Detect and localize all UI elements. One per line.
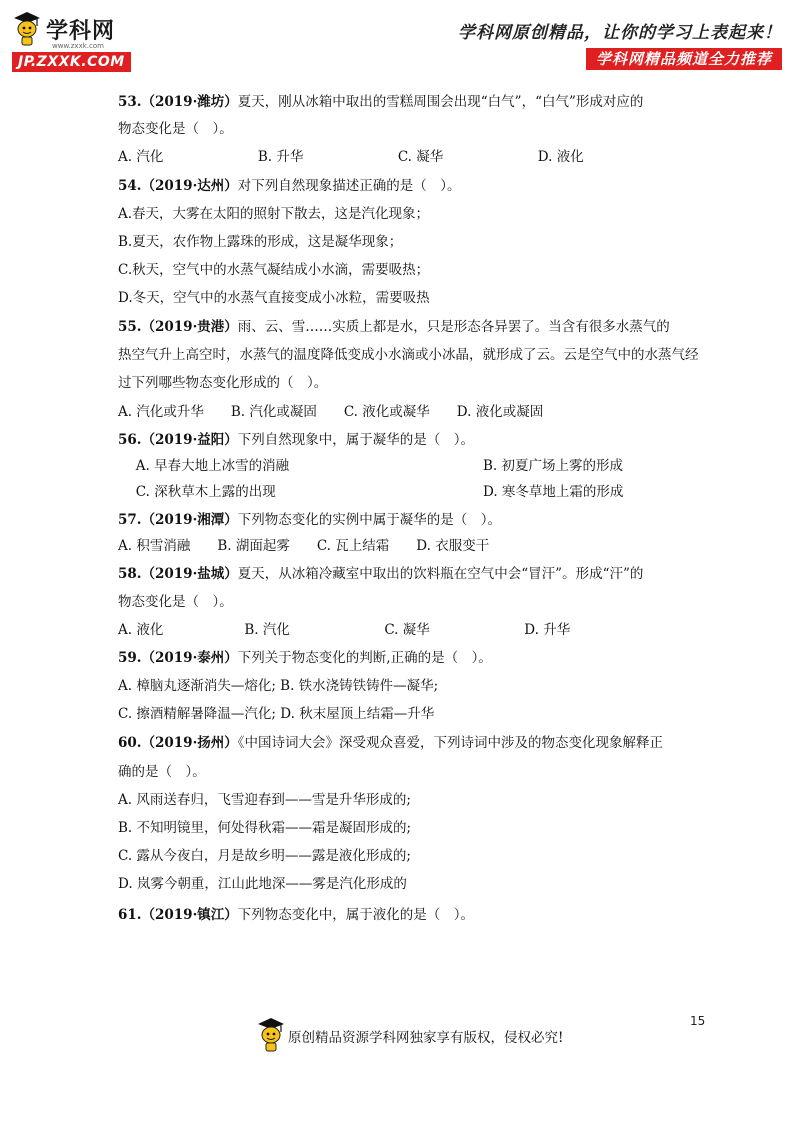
question-line <box>118 202 429 222</box>
question-source: （2019·潍坊） <box>141 94 238 110</box>
question-line <box>118 674 438 694</box>
question-header <box>118 646 492 666</box>
question-text: C.秋天，空气中的水蒸气凝结成小水滴，需要吸热； <box>118 262 430 278</box>
question-text: 过下列哪些物态变化形成的（ ）。 <box>118 375 328 391</box>
zxxk-logo[interactable] <box>12 8 160 74</box>
question-line <box>118 760 206 780</box>
question-number: 58. <box>118 566 142 582</box>
question-text: D.冬天，空气中的水蒸气直接变成小冰粒，需要吸热 <box>118 290 430 306</box>
question-text: A. 风雨送春归，飞雪迎春到——雪是升华形成的; <box>118 792 411 808</box>
question-line <box>118 844 411 864</box>
question-line <box>118 590 233 610</box>
question-number: 53. <box>118 94 142 110</box>
option-text: B. 初夏广场上雾的形成 <box>483 458 624 474</box>
question-line <box>118 788 411 808</box>
question-number: 59. <box>118 650 142 666</box>
page-header <box>0 0 800 80</box>
question-header <box>118 428 474 448</box>
question-source: （2019·湘潭） <box>141 512 238 528</box>
question-header <box>118 903 474 923</box>
question-header <box>118 174 461 194</box>
question-number: 57. <box>118 512 142 528</box>
question-line <box>118 816 411 836</box>
logo-url: www.zxxk.com <box>52 42 104 50</box>
question-line <box>118 480 624 500</box>
question-text: A. 早春大地上冰雪的消融 <box>118 458 290 474</box>
question-number: 61. <box>118 907 142 923</box>
question-text: A.春天，大雾在太阳的照射下散去，这是汽化现象； <box>118 206 430 222</box>
question-line <box>118 702 434 722</box>
question-line <box>118 343 699 363</box>
question-line <box>118 286 430 306</box>
question-text: 下列物态变化的实例中属于凝华的是（ ）。 <box>237 512 502 528</box>
page-number: 15 <box>690 1014 706 1028</box>
question-number: 60. <box>118 735 142 751</box>
copyright-notice: 原创精品资源学科网独家享有版权，侵权必究! <box>288 1030 564 1046</box>
question-text: 确的是（ ）。 <box>118 764 206 780</box>
question-line <box>118 371 327 391</box>
question-text: B. 不知明镜里，何处得秋霜——霜是凝固形成的; <box>118 820 412 836</box>
question-source: （2019·贵港） <box>141 319 238 335</box>
question-source: （2019·达州） <box>141 178 238 194</box>
question-text: A. 液化 B. 汽化 C. 凝华 D. 升华 <box>118 622 571 638</box>
option-text: D. 寒冬草地上霜的形成 <box>483 484 624 500</box>
question-line <box>118 230 402 250</box>
question-text: B.夏天，农作物上露珠的形成，这是凝华现象； <box>118 234 403 250</box>
question-line <box>118 145 584 165</box>
question-line <box>118 400 543 420</box>
question-text: A. 汽化或升华 B. 汽化或凝固 C. 液化或凝华 D. 液化或凝固 <box>118 404 544 420</box>
question-source: （2019·泰州） <box>141 650 238 666</box>
question-text: 夏天，刚从冰箱中取出的雪糕周围会出现“白气”，“白气”形成对应的 <box>237 94 644 110</box>
question-header <box>118 90 643 110</box>
question-text: A. 积雪消融 B. 湖面起雾 C. 瓦上结霜 D. 衣服变干 <box>118 538 490 554</box>
question-text: A. 樟脑丸逐渐消失—熔化; B. 铁水浇铸铁铸件—凝华; <box>118 678 439 694</box>
question-source: （2019·扬州） <box>141 735 238 751</box>
question-text: C. 深秋草木上露的出现 <box>118 484 276 500</box>
question-line <box>118 258 429 278</box>
question-line <box>118 618 570 638</box>
question-header <box>118 562 643 582</box>
question-text: 下列关于物态变化的判断,正确的是（ ）。 <box>237 650 492 666</box>
question-text: 物态变化是（ ）。 <box>118 121 233 137</box>
question-text: 下列物态变化中，属于液化的是（ ）。 <box>237 907 475 923</box>
question-line <box>118 454 624 474</box>
question-source: （2019·盐城） <box>141 566 238 582</box>
question-text: 《中国诗词大会》深受观众喜爱，下列诗词中涉及的物态变化现象解释正 <box>237 735 664 751</box>
question-text: A. 汽化 B. 升华 C. 凝华 D. 液化 <box>118 149 584 165</box>
mascot-icon <box>14 12 40 46</box>
question-header <box>118 315 670 335</box>
logo-domain: JP.ZXXK.COM <box>12 52 131 72</box>
question-text: 下列自然现象中，属于凝华的是（ ）。 <box>237 432 475 448</box>
question-text: C. 擦酒精解暑降温—汽化; D. 秋末屋顶上结霜—升华 <box>118 706 435 722</box>
question-text: 对下列自然现象描述正确的是（ ）。 <box>237 178 461 194</box>
question-number: 56. <box>118 432 142 448</box>
question-text: 热空气升上高空时，水蒸气的温度降低变成小水滴或小冰晶，就形成了云。云是空气中的水蒸气经 <box>118 347 699 363</box>
logo-text: 学科网 <box>46 19 116 44</box>
question-text: D. 岚雾今朝重，江山此地深——雾是汽化形成的 <box>118 876 407 892</box>
question-text: C. 露从今夜白，月是故乡明——露是液化形成的; <box>118 848 411 864</box>
question-line <box>118 534 489 554</box>
question-number: 54. <box>118 178 142 194</box>
question-text: 雨、云、雪……实质上都是水，只是形态各异罢了。当含有很多水蒸气的 <box>237 319 670 335</box>
mascot-icon <box>258 1018 284 1052</box>
header-banner: 学科网精品频道全力推荐 <box>586 48 782 70</box>
question-number: 55. <box>118 319 142 335</box>
question-source: （2019·益阳） <box>141 432 238 448</box>
question-line <box>118 872 407 892</box>
question-source: （2019·镇江） <box>141 907 238 923</box>
header-slogan: 学科网原创精品，让你的学习上表起来！ <box>458 23 782 43</box>
question-line <box>118 117 233 137</box>
question-header <box>118 508 501 528</box>
question-header <box>118 731 663 751</box>
question-text: 物态变化是（ ）。 <box>118 594 233 610</box>
question-text: 夏天，从冰箱冷藏室中取出的饮料瓶在空气中会“冒汗”。形成“汗”的 <box>237 566 644 582</box>
